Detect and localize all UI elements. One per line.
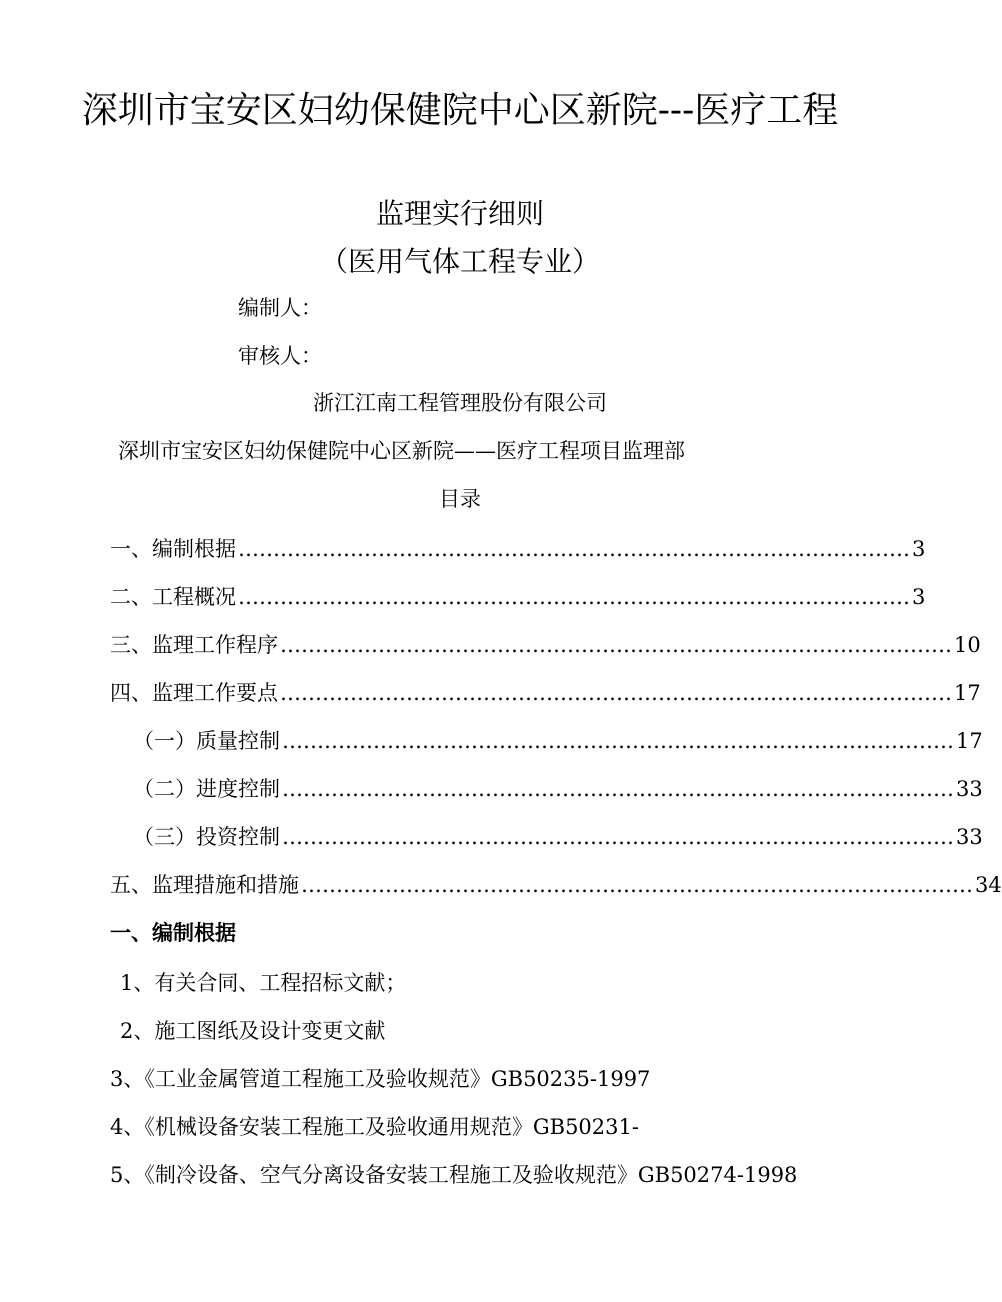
compiler-label: 编制人： — [238, 296, 322, 320]
toc-leader: …………………………………………………………………………………… — [280, 681, 952, 705]
toc-leader: …………………………………………………………………………………… — [282, 729, 954, 753]
toc-entry-label: 五、监理措施和措施 — [110, 873, 299, 897]
toc-entry[interactable] — [133, 773, 983, 803]
toc-entry-label: （一）质量控制 — [133, 729, 280, 753]
basis-item: 1、有关合同、工程招标文献； — [120, 971, 407, 995]
toc-entry-page: 10 — [954, 633, 981, 657]
toc-entry-label: （二）进度控制 — [133, 777, 280, 801]
reviewer-label: 审核人： — [238, 344, 322, 368]
toc-leader: …………………………………………………………………………………… — [280, 633, 952, 657]
toc-entry-label: （三）投资控制 — [133, 825, 280, 849]
section-heading: 一、编制根据 — [110, 921, 236, 945]
toc-entry-label: 四、监理工作要点 — [110, 681, 278, 705]
toc-leader: …………………………………………………………………………………… — [301, 873, 973, 897]
toc-entry-page: 34 — [975, 873, 1002, 897]
toc-entry[interactable] — [110, 869, 1002, 899]
document-title: 深圳市宝安区妇幼保健院中心区新院---医疗工程 — [81, 90, 839, 131]
toc-leader: …………………………………………………………………………………… — [238, 537, 910, 561]
toc-entry-page: 33 — [956, 777, 983, 801]
basis-item: 2、施工图纸及设计变更文献 — [120, 1019, 386, 1043]
toc-leader: …………………………………………………………………………………… — [238, 585, 910, 609]
department-name: 深圳市宝安区妇幼保健院中心区新院——医疗工程项目监理部 — [118, 439, 685, 463]
toc-entry[interactable] — [110, 533, 926, 563]
toc-entry-page: 17 — [956, 729, 983, 753]
toc-entry-page: 33 — [956, 825, 983, 849]
toc-leader: …………………………………………………………………………………… — [282, 777, 954, 801]
basis-item: 3、《工业金属管道工程施工及验收规范》GB50235-1997 — [110, 1067, 651, 1091]
toc-leader: …………………………………………………………………………………… — [282, 825, 954, 849]
document-specialty: （医用气体工程专业） — [319, 245, 600, 278]
company-name: 浙江江南工程管理股份有限公司 — [313, 391, 607, 415]
toc-title: 目录 — [439, 487, 481, 511]
document-subtitle: 监理实行细则 — [375, 197, 544, 230]
toc-entry[interactable] — [133, 821, 983, 851]
toc-entry-label: 二、工程概况 — [110, 585, 236, 609]
basis-item: 5、《制冷设备、空气分离设备安装工程施工及验收规范》GB50274-1998 — [110, 1163, 798, 1187]
toc-entry-page: 3 — [912, 585, 926, 609]
toc-entry-page: 17 — [954, 681, 981, 705]
toc-entry[interactable] — [110, 677, 981, 707]
toc-entry[interactable] — [133, 725, 983, 755]
toc-entry[interactable] — [110, 629, 981, 659]
toc-entry[interactable] — [110, 581, 926, 611]
basis-item: 4、《机械设备安装工程施工及验收通用规范》GB50231- — [110, 1115, 639, 1139]
toc-entry-page: 3 — [912, 537, 926, 561]
toc-entry-label: 三、监理工作程序 — [110, 633, 278, 657]
toc-entry-label: 一、编制根据 — [110, 537, 236, 561]
